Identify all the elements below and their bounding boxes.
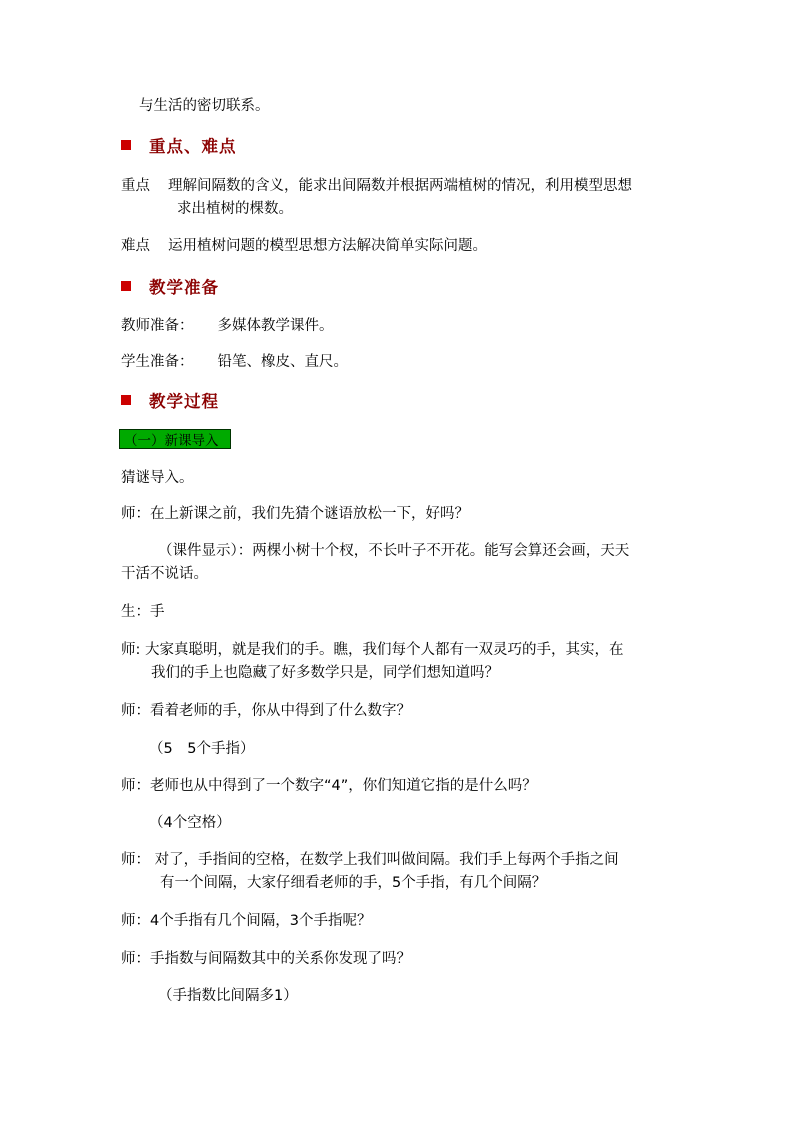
teacher-prep-label: 教师准备：: [121, 318, 194, 334]
process-line: （课件显示）：两棵小树十个杈，不长叶子不开花。能写会算还会画，天天: [158, 543, 630, 559]
square-bullet-icon: [121, 281, 131, 291]
process-line: 师：老师也从中得到了一个数字“4”，你们知道它指的是什么吗？: [121, 778, 537, 794]
teacher-prep-text: 多媒体教学课件。: [217, 318, 334, 334]
section-heading-key-points: [121, 134, 237, 156]
section-heading-preparation: [121, 275, 219, 297]
process-line: 有一个间隔，大家仔细看老师的手，5个手指，有几个间隔？: [160, 875, 547, 891]
subsection-tag: （一）新课导入: [119, 429, 231, 449]
focus-text: 理解间隔数的含义，能求出间隔数并根据两端植树的情况，利用模型思想: [168, 178, 632, 194]
process-line: （4个空格）: [149, 815, 231, 831]
intro-tail-text: 与生活的密切联系。: [139, 98, 270, 114]
process-line: 师： 对了，手指间的空格，在数学上我们叫做间隔。我们手上每两个手指之间: [121, 852, 619, 868]
process-line: 师: 大家真聪明，就是我们的手。瞧，我们每个人都有一双灵巧的手，其实，在: [121, 642, 624, 658]
difficulty-label: 难点: [121, 238, 150, 254]
process-line: 干活不说话。: [121, 566, 208, 582]
focus-line-continued: 求出植树的棵数。: [177, 201, 293, 217]
square-bullet-icon: [121, 395, 131, 405]
process-line: 师：看着老师的手，你从中得到了什么数字？: [121, 703, 411, 719]
process-line: （5 5个手指）: [149, 741, 255, 757]
process-line: 师：在上新课之前，我们先猜个谜语放松一下，好吗？: [121, 506, 469, 522]
process-line: 猜谜导入。: [121, 470, 194, 486]
teacher-prep-line: [121, 316, 334, 336]
square-bullet-icon: [121, 140, 131, 150]
student-prep-text: 铅笔、橡皮、直尺。: [217, 354, 348, 370]
student-prep-line: [121, 352, 348, 372]
section-title: 教学过程: [149, 392, 219, 411]
difficulty-text: 运用植树问题的模型思想方法解决简单实际问题。: [168, 238, 487, 254]
process-line: 生：手: [121, 604, 165, 620]
process-line: 师：4个手指有几个间隔，3个手指呢？: [121, 913, 372, 929]
section-title: 教学准备: [149, 278, 219, 297]
process-line: 我们的手上也隐藏了好多数学只是，同学们想知道吗？: [151, 665, 499, 681]
focus-label: 重点: [121, 178, 150, 194]
process-line: 师：手指数与间隔数其中的关系你发现了吗？: [121, 951, 411, 967]
student-prep-label: 学生准备：: [121, 354, 194, 370]
section-title: 重点、难点: [149, 137, 237, 156]
focus-line: [121, 176, 632, 196]
section-heading-process: [121, 389, 219, 411]
difficulty-line: [121, 236, 487, 256]
process-line: （手指数比间隔多1）: [158, 988, 298, 1004]
